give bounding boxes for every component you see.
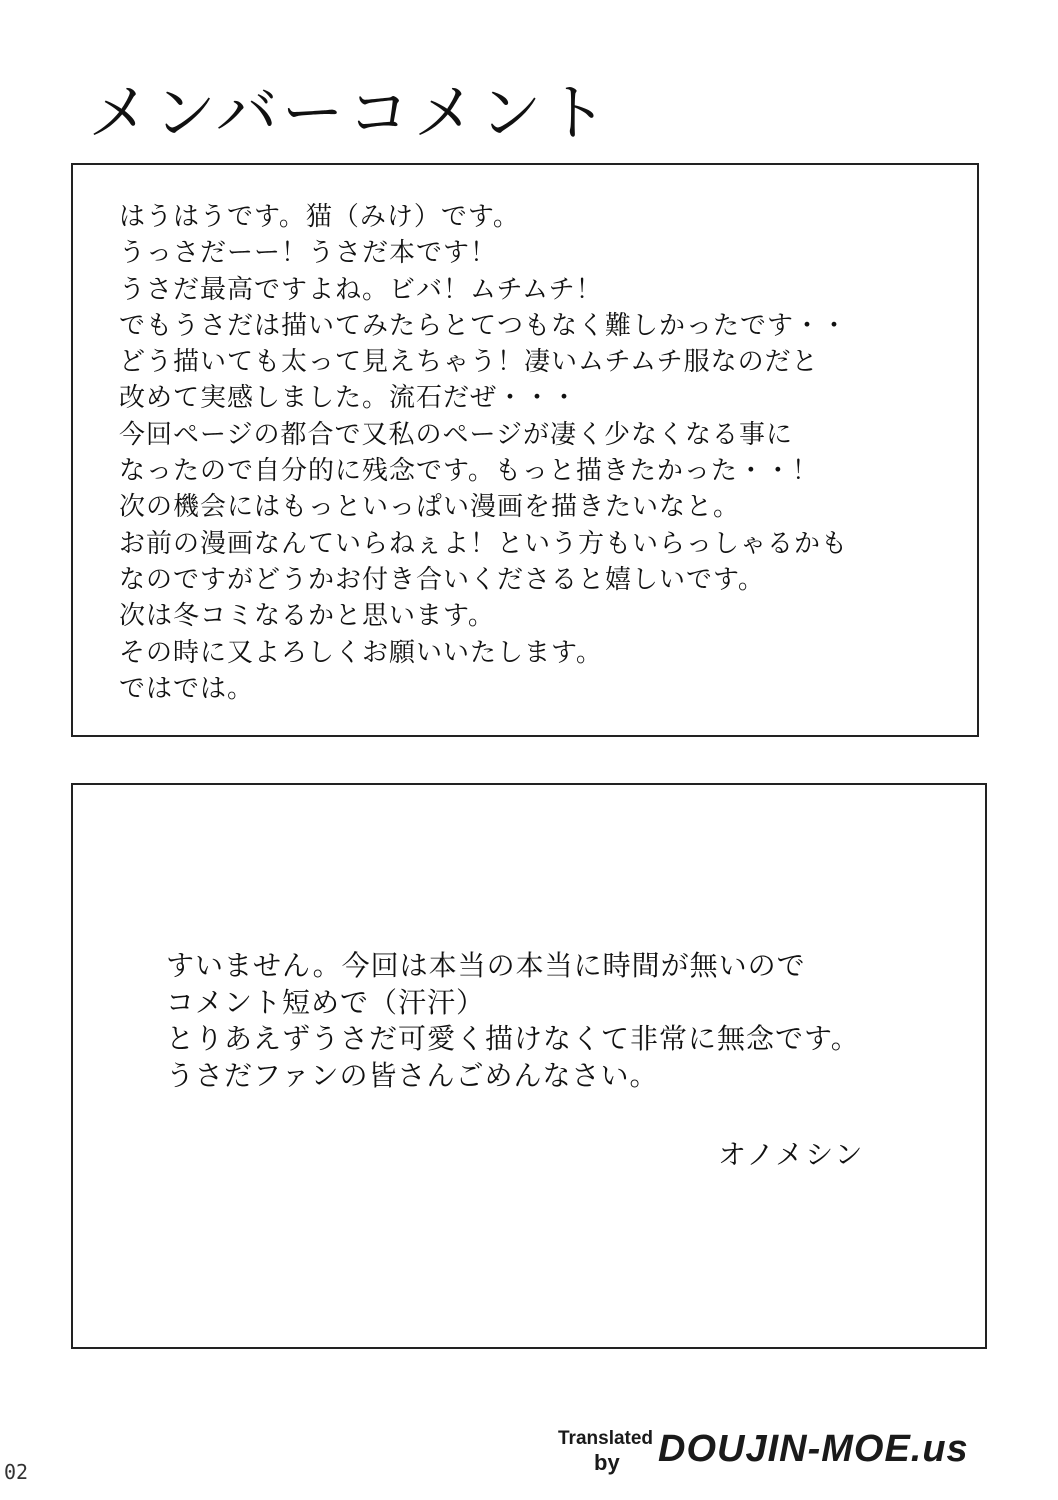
comment-line: 次は冬コミなるかと思います。 [119, 601, 495, 632]
comment-line: お前の漫画なんていらねぇよ！という方もいらっしゃるかも [119, 528, 849, 559]
comment-line: 今回ページの都合で又私のページが凄く少なくなる事に [119, 419, 793, 450]
comment-line: ではでは。 [119, 673, 255, 704]
comment-1-text [119, 199, 848, 707]
comment-line: 次の機会にはもっといっぱい漫画を描きたいなと。 [119, 492, 741, 523]
author-signature: オノメシン [718, 1138, 865, 1171]
comment-line: うさだ最高ですよね。ビバ！ムチムチ！ [119, 274, 603, 305]
comment-line: でもうさだは描いてみたらとてつもなく難しかったです・・ [119, 310, 849, 341]
page-title: メンバーコメント [88, 76, 612, 149]
comment-line: 改めて実感しました。流石だぜ・・・ [119, 383, 579, 414]
comment-line: とりあえずうさだ可愛く描けなくて非常に無念です。 [166, 1022, 860, 1055]
translator-logo: DOUJIN-MOE.us [658, 1428, 969, 1470]
comment-line: その時に又よろしくお願いいたします。 [119, 637, 603, 668]
comment-line: なのですがどうかお付き合いくださると嬉しいです。 [119, 564, 765, 595]
comment-line: なったので自分的に残念です。もっと描きたかった・・！ [119, 456, 819, 487]
comment-2-text [166, 948, 860, 1094]
comment-line: すいません。今回は本当の本当に時間が無いので [166, 949, 806, 982]
comment-box-2 [71, 783, 987, 1349]
credit-by-label: by [594, 1450, 620, 1475]
page-number: 02 [4, 1460, 29, 1484]
comment-line: どう描いても太って見えちゃう！凄いムチムチ服なのだと [119, 347, 819, 378]
comment-line: はうはうです。猫（みけ）です。 [119, 202, 520, 232]
credit-translated-label: Translated [558, 1428, 654, 1449]
comment-line: うっさだーー！うさだ本です！ [119, 238, 498, 269]
comment-line: うさだファンの皆さんごめんなさい。 [166, 1058, 659, 1092]
translator-credit [558, 1424, 988, 1484]
comment-line: コメント短めで（汗汗） [166, 985, 486, 1019]
comment-box-1 [71, 163, 979, 737]
